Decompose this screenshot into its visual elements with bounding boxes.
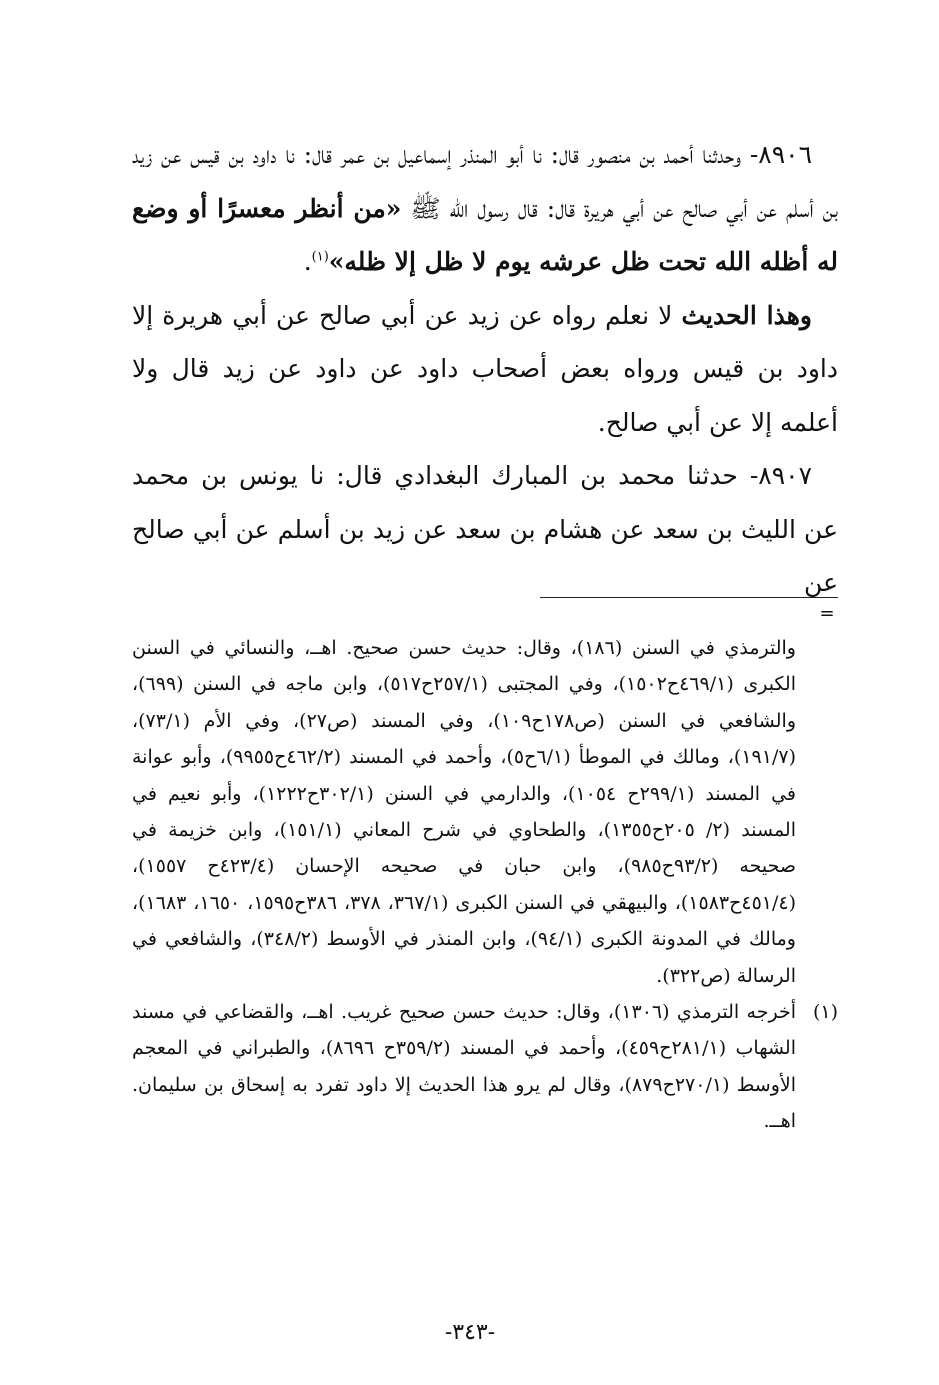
footnote-1-number: (١) (812, 1001, 838, 1024)
footnote-divider (540, 597, 838, 598)
footnote-1 (132, 994, 838, 1140)
hadith-8906-end: . (303, 247, 312, 276)
commentary-paragraph (132, 289, 838, 450)
commentary-text: لا نعلم رواه عن زيد عن أبي صالح عن أبي هريرة إلا داود بن قيس ورواه بعض أصحاب داود عن داود عن زيد قال ولا أعلمه إلا عن أبي صالح. (132, 300, 838, 437)
footnote-continuation: والترمذي في السنن (١٨٦)، وقال: حديث حسن صحيح. اهــ، والنسائي في السنن الكبرى (٤٦٩/١ح١٥٠٢)، وفي المجتبى (٢٥٧/١ح٥١٧)، وابن ماجه في السنن (٦٩٩)، والشافعي في السنن (ص١٧٨ح١٠٩)، وفي المسند (ص٢٧)، وفي الأم (٧٣/١)، (١٩١/٧)، ومالك في الموطأ (٦/١ح٥)، وأحمد في المسند (٤٦٢/٢ح٩٩٥٥)، وأبو عوانة في المسند (٢٩٩/١ح ١٠٥٤)، والدارمي في السنن (٣٠٢/١ح١٢٢٢)، وأبو نعيم في المسند (٢/ ٢٠٥ح١٣٥٥)، والطحاوي في شرح المعاني (١٥١/١)، وابن خزيمة في صحيحه (٩٣/٢ح٩٨٥)، وابن حبان في صحيحه الإحسان (٤٢٣/٤ح ١٥٥٧)، (٤٥١/٤ح١٥٨٣)، والبيهقي في السنن الكبرى (٣٦٧/١، ٣٧٨، ٣٨٦ح١٥٩٥، ١٦٥٠، ١٦٨٣)، ومالك في المدونة الكبرى (٩٤/١)، وابن المنذر في الأوسط (٣٤٨/٢)، والشافعي في الرسالة (ص٣٢٢). (132, 637, 797, 987)
footnote-continuation-mark: = (819, 603, 835, 624)
footnote-1-text: أخرجه الترمذي (١٣٠٦)، وقال: حديث حسن صحيح غريب. اهــ، والقضاعي في مسند الشهاب (٢٨١/١ح٤٥٩)، وأحمد في المسند (٣٥٩/٢ح ٨٦٩٦)، والطبراني في المعجم الأوسط (٢٧٠/١ح٨٧٩)، وقال لم يرو هذا الحديث إلا داود تفرد به إسحاق بن سليمان. اهــ. (132, 1001, 797, 1133)
footnote-ref-1[interactable]: (١) (311, 249, 329, 265)
hadith-8906-chain: ٨٩٠٦- وحدثنا أحمد بن منصور قال: نا أبو المنذر إسماعيل بن عمر قال: نا داود بن قيس عن زيد بن أسلم عن أبي صالح عن أبي هريرة قال: قال رسول الله ﷺ (132, 140, 839, 223)
footnotes (132, 630, 838, 1140)
hadith-8906 (132, 128, 838, 289)
commentary-lead: وهذا الحديث (681, 300, 812, 330)
main-text (132, 128, 838, 610)
hadith-8907 (132, 449, 838, 610)
page-number: -٣٤٣- (444, 1320, 496, 1345)
hadith-8907-chain: ٨٩٠٧- حدثنا محمد بن المبارك البغدادي قال: نا يونس بن محمد عن الليث بن سعد عن هشام بن سعد عن زيد بن أسلم عن أبي صالح عن (132, 461, 838, 597)
hadith-8906-matn: «من أنظر معسرًا أو وضع له أظله الله تحت ظل عرشه يوم لا ظل إلا ظله» (132, 193, 838, 276)
